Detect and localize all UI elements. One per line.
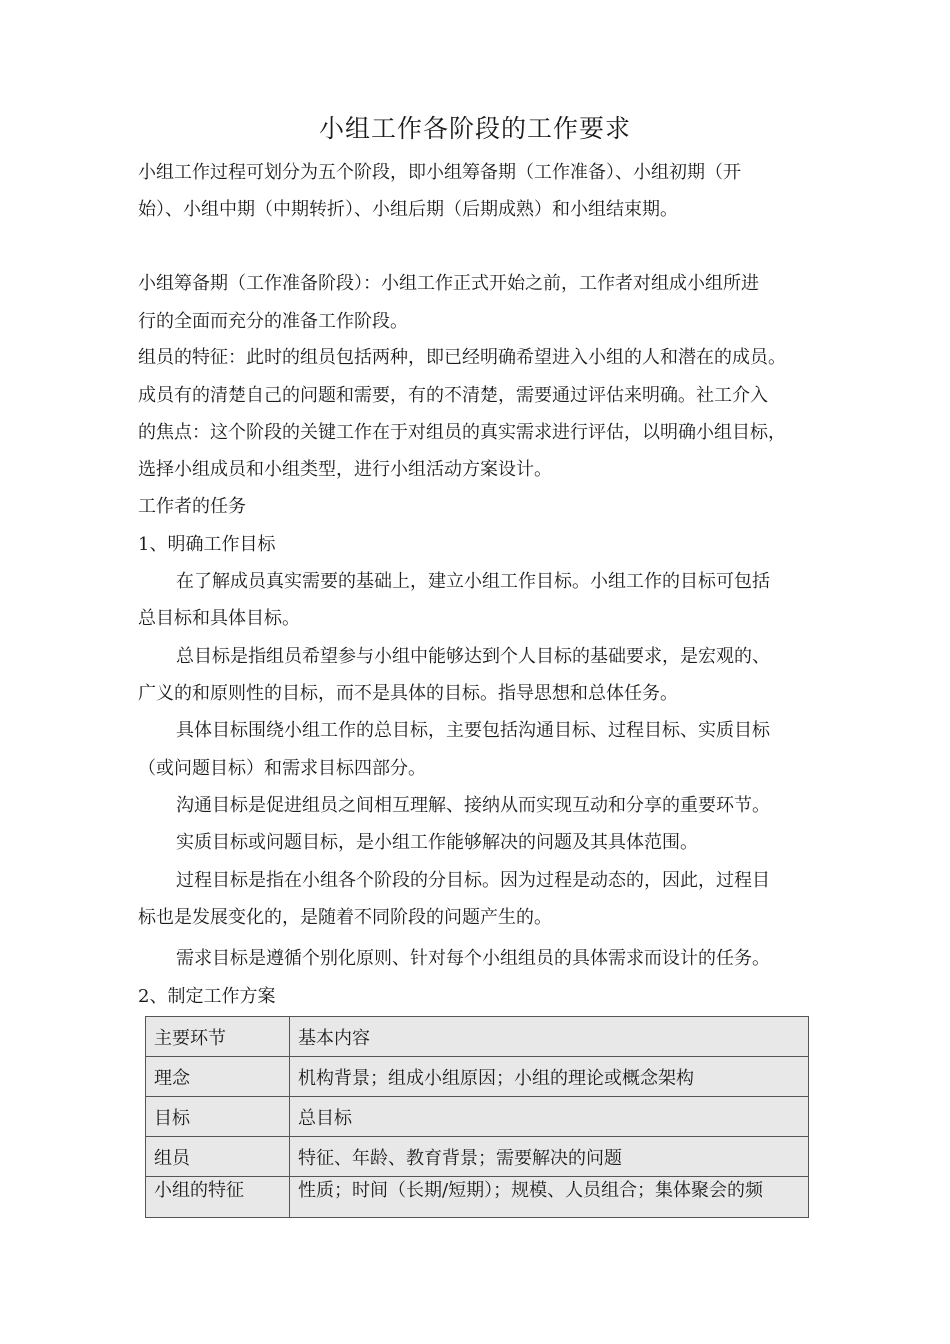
paragraph-line: （或问题目标）和需求目标四部分。 (138, 758, 426, 779)
paragraph-line: 成员有的清楚自己的问题和需要，有的不清楚，需要通过评估来明确。社工介入 (138, 385, 768, 406)
table-row (146, 1057, 809, 1097)
paragraph-line: 总目标和具体目标。 (138, 608, 300, 629)
table-row (146, 1097, 809, 1137)
table-cell: 特征、年龄、教育背景；需要解决的问题 (290, 1137, 809, 1177)
table-row (146, 1137, 809, 1177)
paragraph-line: 总目标是指组员希望参与小组中能够达到个人目标的基础要求，是宏观的、 (176, 646, 770, 667)
paragraph-line: 需求目标是遵循个别化原则、针对每个小组组员的具体需求而设计的任务。 (176, 948, 770, 969)
document-title: 小组工作各阶段的工作要求 (318, 114, 631, 143)
paragraph-line: 小组工作过程可划分为五个阶段，即小组筹备期（工作准备）、小组初期（开 (138, 162, 741, 183)
table-row (146, 1177, 809, 1218)
table-cell (290, 1177, 809, 1218)
table-cell: 小组的特征 (146, 1177, 290, 1218)
paragraph-line: 行的全面而充分的准备工作阶段。 (138, 311, 408, 332)
table-cell: 机构背景；组成小组原因；小组的理论或概念架构 (290, 1057, 809, 1097)
paragraph-line: 小组筹备期（工作准备阶段）：小组工作正式开始之前，工作者对组成小组所进 (138, 273, 759, 294)
paragraph-line: 广义的和原则性的目标，而不是具体的目标。指导思想和总体任务。 (138, 683, 678, 704)
table-cell: 理念 (146, 1057, 290, 1097)
paragraph-line: 选择小组成员和小组类型，进行小组活动方案设计。 (138, 459, 552, 480)
paragraph-line: 的焦点：这个阶段的关键工作在于对组员的真实需求进行评估，以明确小组目标， (138, 422, 786, 443)
paragraph-line: 沟通目标是促进组员之间相互理解、接纳从而实现互动和分享的重要环节。 (176, 795, 770, 816)
paragraph-line: 在了解成员真实需要的基础上，建立小组工作目标。小组工作的目标可包括 (176, 571, 770, 592)
table-cell: 组员 (146, 1137, 290, 1177)
plan-table (145, 1016, 809, 1218)
paragraph-line: 过程目标是指在小组各个阶段的分目标。因为过程是动态的，因此，过程目 (176, 870, 770, 891)
table-cell: 基本内容 (290, 1017, 809, 1057)
table-cell-text: 性质；时间（长期/短期）；规模、人员组合；集体聚会的频 (298, 1180, 764, 1201)
paragraph-line: 组员的特征：此时的组员包括两种，即已经明确希望进入小组的人和潜在的成员。 (138, 347, 786, 368)
paragraph-line: 实质目标或问题目标，是小组工作能够解决的问题及其具体范围。 (176, 832, 698, 853)
table-cell: 目标 (146, 1097, 290, 1137)
section-heading: 2、制定工作方案 (138, 986, 276, 1007)
table-cell: 主要环节 (146, 1017, 290, 1057)
paragraph-line: 具体目标围绕小组工作的总目标，主要包括沟通目标、过程目标、实质目标 (176, 720, 770, 741)
paragraph-line: 标也是发展变化的，是随着不同阶段的问题产生的。 (138, 907, 552, 928)
table-row (146, 1017, 809, 1057)
section-heading: 1、明确工作目标 (138, 534, 276, 555)
paragraph-line: 始）、小组中期（中期转折）、小组后期（后期成熟）和小组结束期。 (138, 199, 678, 220)
table-cell: 总目标 (290, 1097, 809, 1137)
section-heading: 工作者的任务 (138, 496, 246, 517)
